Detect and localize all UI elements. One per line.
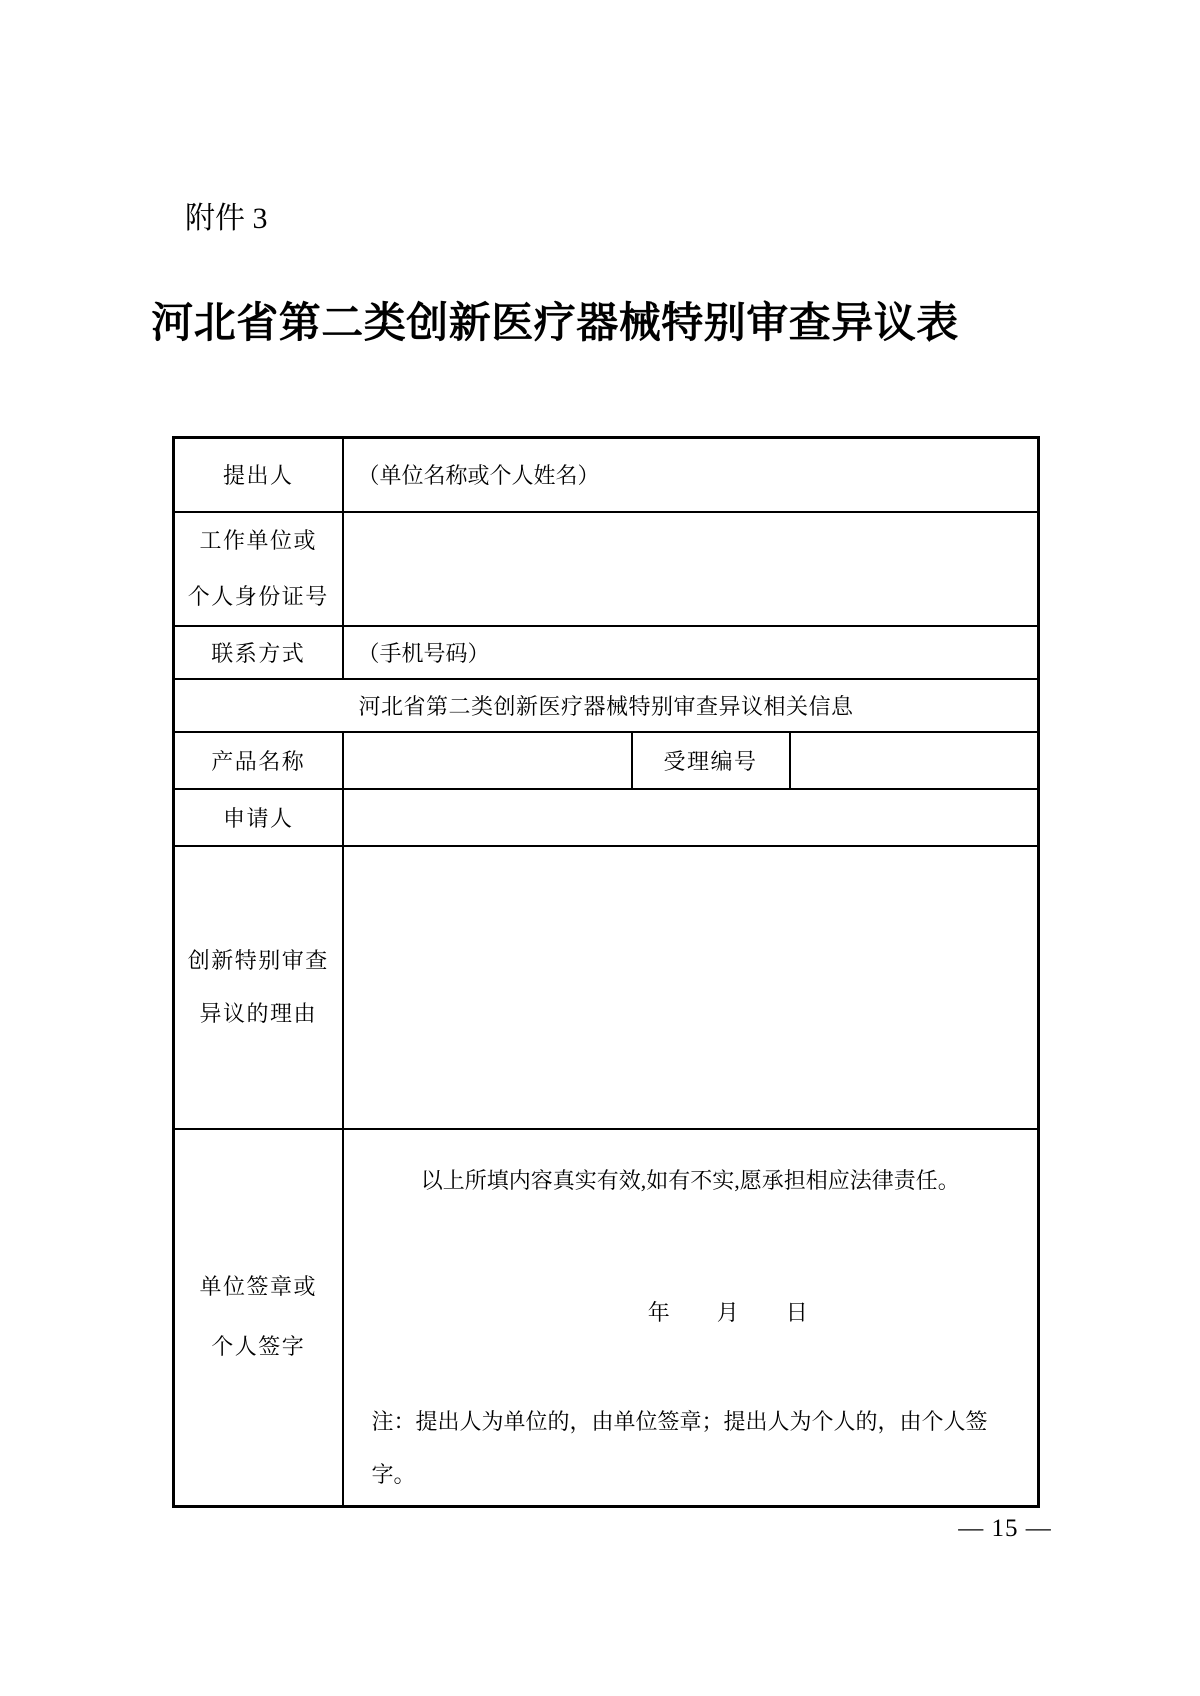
work-unit-label-line1: 工作单位或 xyxy=(199,527,317,553)
reason-label xyxy=(174,846,343,1129)
proposer-label: 提出人 xyxy=(174,438,343,512)
page-title: 河北省第二类创新医疗器械特别审查异议表 xyxy=(151,301,959,347)
attachment-label: 附件 3 xyxy=(185,202,268,235)
signature-label-line2: 个人签字 xyxy=(211,1334,306,1360)
work-unit-value xyxy=(343,512,1039,626)
contact-value: （手机号码） xyxy=(343,626,1039,679)
acceptance-number-value xyxy=(790,732,1039,789)
proposer-value: （单位名称或个人姓名） xyxy=(343,438,1039,512)
row-section-header xyxy=(174,679,1039,732)
row-reason xyxy=(174,846,1039,1129)
objection-form-table xyxy=(172,436,1040,1508)
product-name-value xyxy=(343,732,632,789)
applicant-label: 申请人 xyxy=(174,789,343,846)
page-number: — 15 — xyxy=(958,1515,1052,1542)
row-applicant xyxy=(174,789,1039,846)
signature-note: 注：提出人为单位的，由单位签章；提出人为个人的，由个人签字。 xyxy=(371,1408,988,1487)
signature-content xyxy=(343,1129,1039,1507)
signature-statement: 以上所填内容真实有效,如有不实,愿承担相应法律责任。 xyxy=(420,1167,960,1193)
work-unit-label-line2: 个人身份证号 xyxy=(187,583,329,609)
row-signature xyxy=(174,1129,1039,1507)
row-proposer xyxy=(174,438,1039,512)
contact-label: 联系方式 xyxy=(174,626,343,679)
work-unit-label xyxy=(174,512,343,626)
row-work-unit xyxy=(174,512,1039,626)
row-product xyxy=(174,732,1039,789)
acceptance-number-label: 受理编号 xyxy=(632,732,790,789)
product-name-label: 产品名称 xyxy=(174,732,343,789)
reason-value xyxy=(343,846,1039,1129)
signature-label xyxy=(174,1129,343,1507)
section-header: 河北省第二类创新医疗器械特别审查异议相关信息 xyxy=(174,679,1039,732)
applicant-value xyxy=(343,789,1039,846)
row-contact xyxy=(174,626,1039,679)
reason-label-line1: 创新特别审查 xyxy=(187,948,329,973)
signature-date-line: 年 月 日 xyxy=(647,1299,809,1325)
signature-label-line1: 单位签章或 xyxy=(199,1274,317,1300)
reason-label-line2: 异议的理由 xyxy=(199,1001,317,1026)
